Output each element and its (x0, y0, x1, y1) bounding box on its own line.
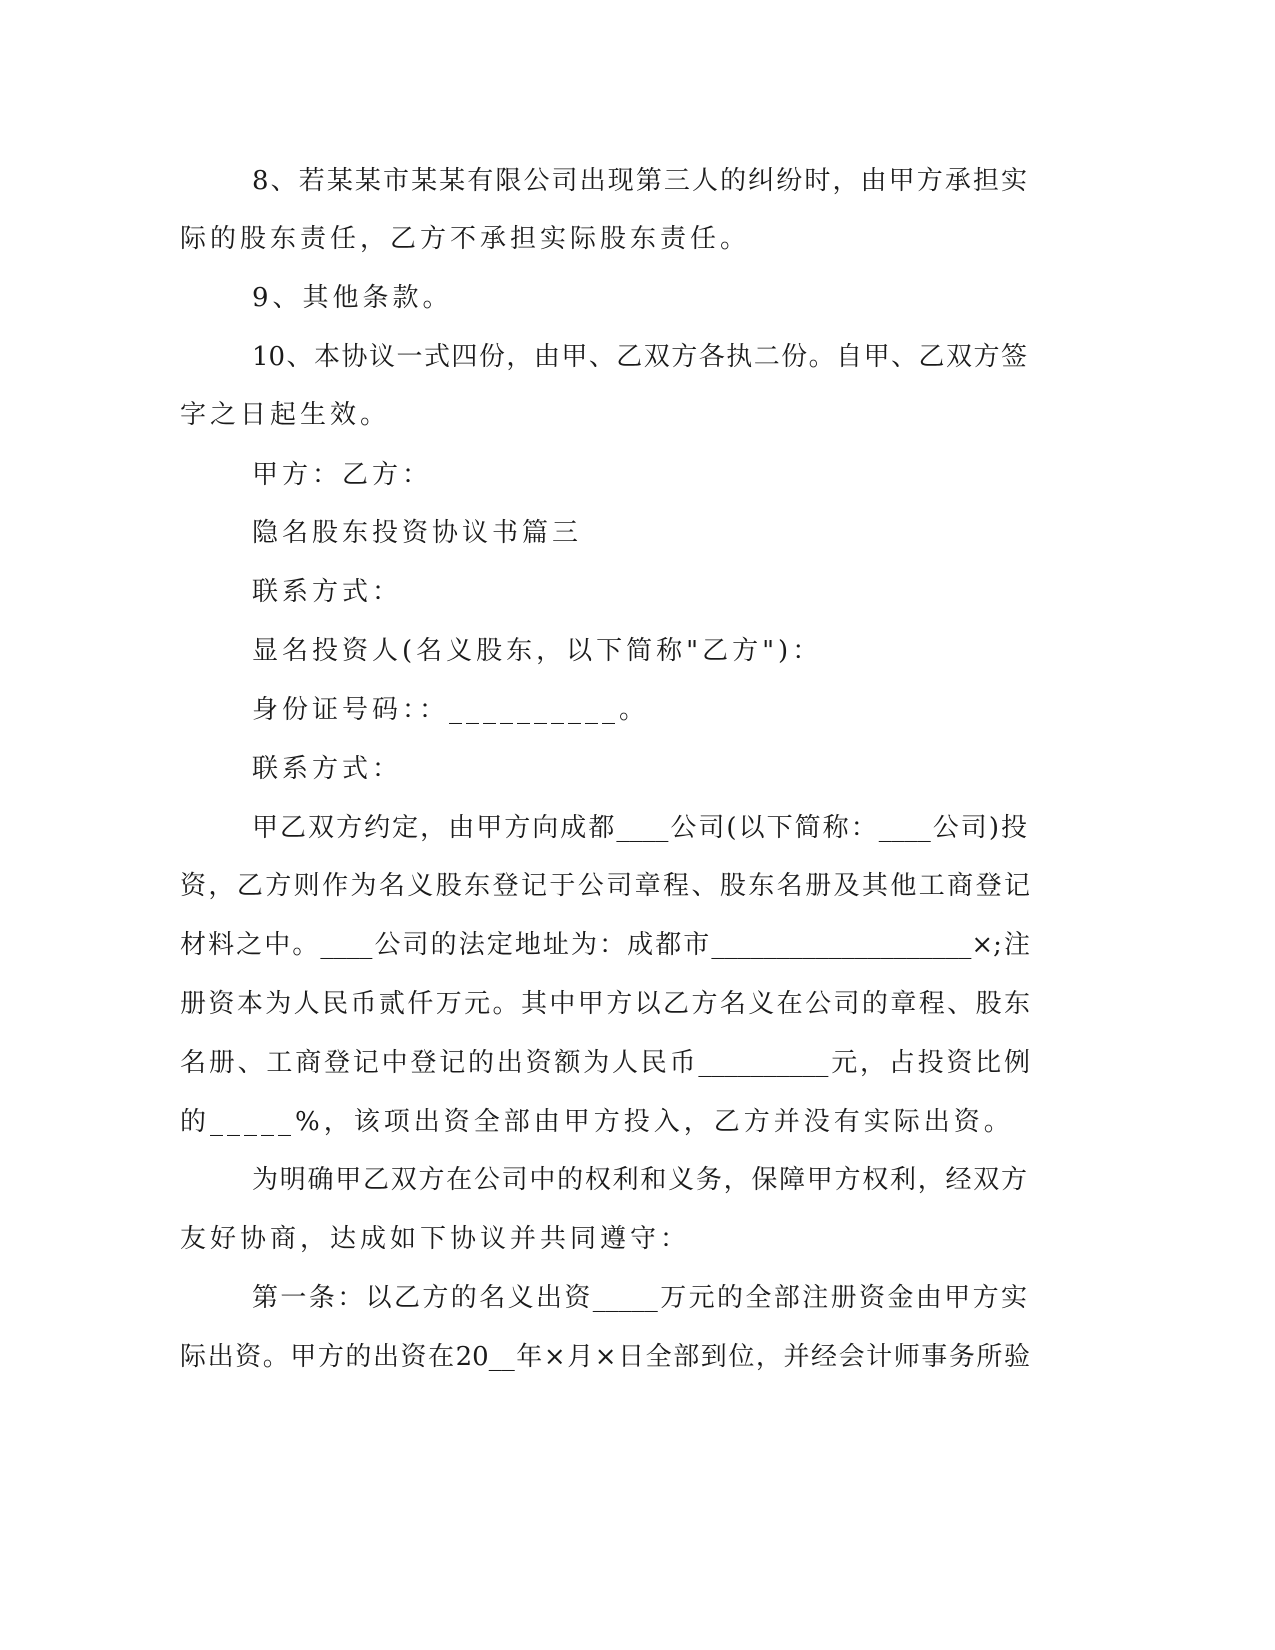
paragraph-line: 9、其他条款。 (252, 283, 453, 313)
paragraph-line: 为明确甲乙双方在公司中的权利和义务，保障甲方权利，经双方 (252, 1165, 1027, 1195)
paragraph-line: 联系方式： (252, 577, 403, 607)
paragraph-line: 际的股东责任，乙方不承担实际股东责任。 (180, 224, 751, 254)
paragraph-line: 身份证号码：：__________。 (252, 695, 650, 725)
paragraph-line: 字之日起生效。 (180, 400, 391, 430)
paragraph-line: 名册、工商登记中登记的出资额为人民币__________元，占投资比例 (180, 1048, 1030, 1078)
signature-line: 甲方：乙方： (252, 460, 433, 490)
paragraph-line: 际出资。甲方的出资在20__年×月×日全部到位，并经会计师事务所验 (180, 1342, 1030, 1372)
paragraph-line: 第一条：以乙方的名义出资_____万元的全部注册资金由甲方实 (252, 1283, 1027, 1313)
paragraph-line: 显名投资人(名义股东，以下简称"乙方")： (252, 636, 823, 666)
paragraph-line: 联系方式： (252, 754, 403, 784)
paragraph-line: 资，乙方则作为名义股东登记于公司章程、股东名册及其他工商登记 (180, 871, 1030, 901)
paragraph-line: 的_____%，该项出资全部由甲方投入，乙方并没有实际出资。 (180, 1107, 1014, 1137)
paragraph-line: 材料之中。____公司的法定地址为：成都市____________________×;注 (180, 930, 1030, 960)
paragraph-line: 册资本为人民币贰仟万元。其中甲方以乙方名义在公司的章程、股东 (180, 989, 1030, 1019)
paragraph-line: 8、若某某市某某有限公司出现第三人的纠纷时，由甲方承担实 (252, 166, 1027, 196)
paragraph-line: 友好协商，达成如下协议并共同遵守： (180, 1224, 691, 1254)
paragraph-line: 10、本协议一式四份，由甲、乙双方各执二份。自甲、乙双方签 (252, 342, 1027, 372)
paragraph-line: 甲乙双方约定，由甲方向成都____公司(以下简称：____公司)投 (252, 813, 1027, 843)
section-heading: 隐名股东投资协议书篇三 (252, 518, 583, 548)
